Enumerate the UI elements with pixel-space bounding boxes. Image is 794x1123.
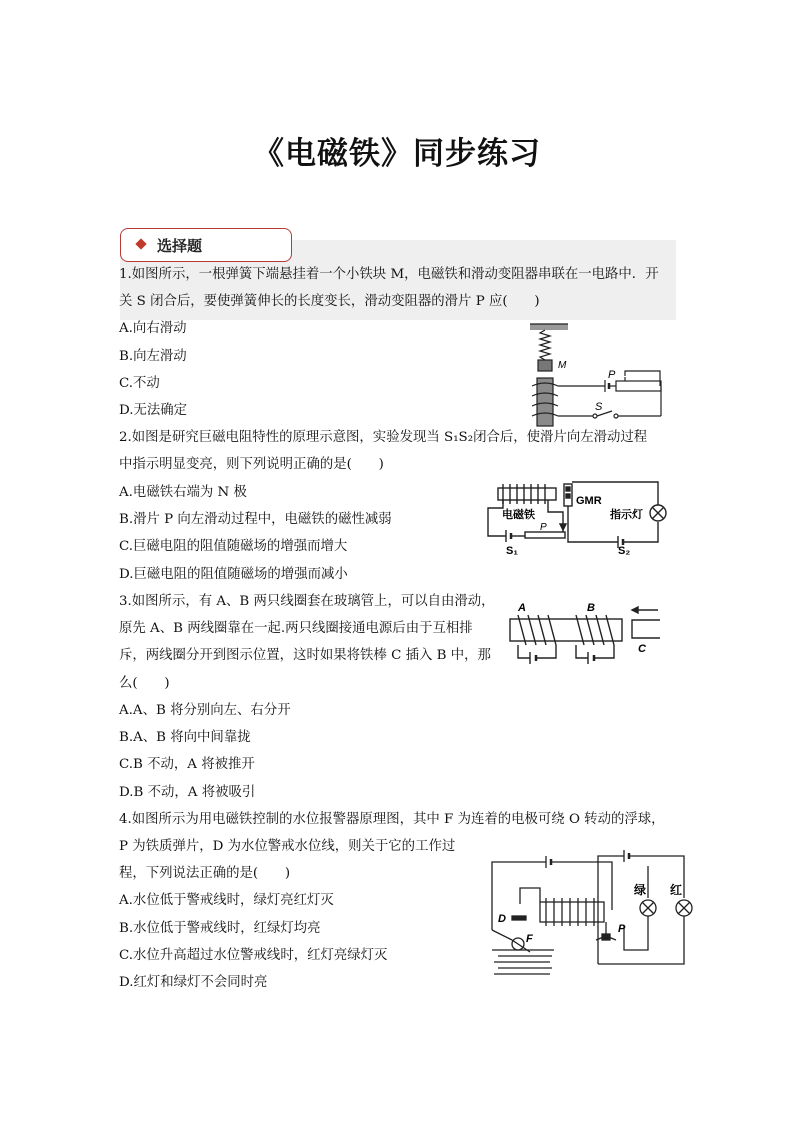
q4-stem-line-3: 程，下列说法正确的是( )	[119, 866, 291, 881]
q1-stem-line-2: 关 S 闭合后，要使弹簧伸长的长度变长，滑动变阻器的滑片 P 应( )	[119, 294, 540, 309]
q1-option-a: A.向右滑动	[119, 321, 187, 336]
q3-option-d: D.B 不动，A 将被吸引	[119, 785, 256, 800]
q4-option-d: D.红灯和绿灯不会同时亮	[119, 975, 268, 990]
q2-stem-line-2: 中指示明显变亮，则下列说明正确的是( )	[119, 457, 384, 472]
q4-stem-line-2: P 为铁质弹片，D 为水位警戒水位线，则关于它的工作过	[119, 839, 456, 854]
q2-option-d: D.巨磁电阻的阻值随磁场的增强而减小	[119, 567, 348, 582]
q3-stem-line-4: 么( )	[119, 676, 170, 691]
q4-label-p: P	[618, 923, 626, 935]
q4-label-red: 红	[670, 883, 683, 897]
q3-label-a: A	[518, 602, 526, 614]
q2-stem-line-1: 2.如图是研究巨磁电阻特性的原理示意图，实验发现当 S₁S₂闭合后，使滑片向左滑动过程	[119, 430, 648, 445]
q1-label-s: S	[595, 401, 603, 413]
q4-stem-line-1: 4.如图所示为用电磁铁控制的水位报警器原理图，其中 F 为连着的电极可绕 O 转动的浮球，	[119, 812, 665, 827]
q3-option-c: C.B 不动，A 将被推开	[119, 757, 255, 772]
q3-label-b: B	[587, 602, 595, 614]
q4-label-d: D	[498, 913, 506, 925]
q4-option-a: A.水位低于警戒线时，绿灯亮红灯灭	[119, 893, 334, 908]
q1-figure	[518, 322, 668, 428]
q3-figure	[500, 598, 670, 670]
q1-label-m: M	[558, 360, 567, 371]
q4-label-green: 绿	[634, 883, 647, 897]
q2-label-s2: S₂	[618, 545, 631, 557]
q1-option-d: D.无法确定	[119, 403, 188, 418]
q4-option-c: C.水位升高超过水位警戒线时，红灯亮绿灯灭	[119, 948, 388, 963]
q2-label-gmr: GMR	[576, 495, 602, 507]
q2-option-b: B.滑片 P 向左滑动过程中，电磁铁的磁性减弱	[119, 512, 392, 527]
q4-option-b: B.水位低于警戒线时，红绿灯均亮	[119, 921, 321, 936]
q2-option-a: A.电磁铁右端为 N 极	[119, 485, 247, 500]
q2-label-p: P	[540, 522, 547, 533]
q1-stem-line-1: 1.如图所示，一根弹簧下端悬挂着一个小铁块 M，电磁铁和滑动变阻器串联在一电路中．开	[119, 267, 659, 282]
q4-figure	[484, 846, 694, 988]
q2-label-s1: S₁	[506, 545, 518, 557]
diamond-icon	[135, 238, 146, 249]
q2-label-lamp: 指示灯	[610, 509, 643, 521]
q3-stem-line-2: 原先 A、B 两线圈靠在一起.两只线圈接通电源后由于互相排	[119, 621, 473, 636]
q3-stem-line-1: 3.如图所示，有 A、B 两只线圈套在玻璃管上，可以自由滑动，	[119, 594, 495, 609]
q3-stem-line-3: 斥，两线圈分开到图示位置，这时如果将铁棒 C 插入 B 中，那	[119, 648, 491, 663]
q2-option-c: C.巨磁电阻的阻值随磁场的增强而增大	[119, 539, 348, 554]
q3-option-b: B.A、B 将向中间靠拢	[119, 730, 251, 745]
section-tag	[120, 228, 292, 262]
q4-label-f: F	[526, 933, 533, 945]
page-title: 《电磁铁》同步练习	[253, 136, 541, 172]
q3-label-c: C	[638, 643, 646, 655]
q3-option-a: A.A、B 将分别向左、右分开	[119, 703, 291, 718]
section-label: 选择题	[157, 237, 203, 255]
q2-figure	[478, 478, 670, 558]
q2-label-electromagnet: 电磁铁	[502, 509, 535, 521]
q1-option-c: C.不动	[119, 376, 160, 391]
q1-option-b: B.向左滑动	[119, 349, 187, 364]
q1-label-p: P	[608, 369, 616, 381]
